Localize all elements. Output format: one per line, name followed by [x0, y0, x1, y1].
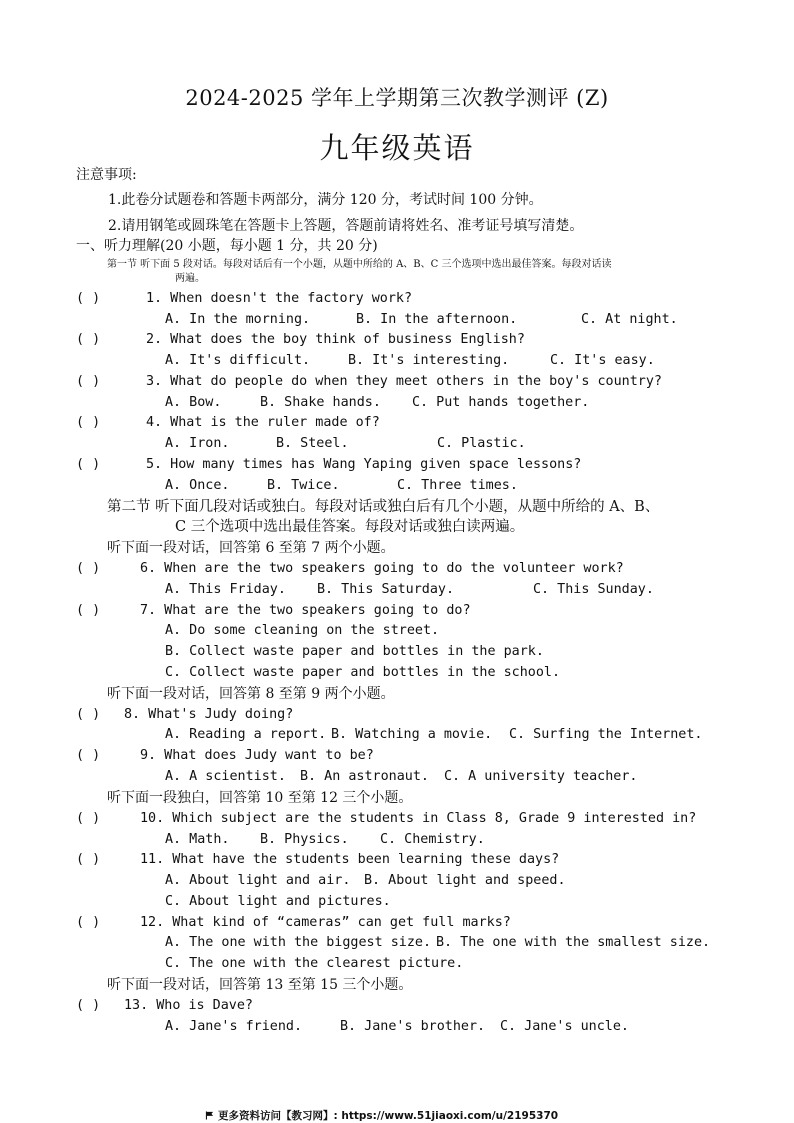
answer-blank[interactable]: ( ) — [76, 603, 101, 618]
option-a: A. The one with the biggest size. — [165, 935, 432, 950]
option-c: C. About light and pictures. — [165, 894, 391, 909]
option-b: B. In the afternoon. — [356, 312, 518, 327]
part2-intro: 第二节 听下面几段对话或独白。每段对话或独白后有几个小题，从题中所给的 A、B、 — [107, 499, 660, 515]
answer-blank[interactable]: ( ) — [76, 852, 101, 867]
option-a: A. This Friday. — [165, 582, 286, 597]
option-b: B. Watching a movie. — [331, 727, 493, 742]
answer-blank[interactable]: ( ) — [76, 707, 101, 722]
footer-link[interactable] — [205, 1108, 558, 1123]
option-b: B. The one with the smallest size. — [436, 935, 711, 950]
option-b: B. Twice. — [267, 478, 340, 493]
question-text: 8. What's Judy doing? — [124, 707, 294, 722]
option-c: C. This Sunday. — [533, 582, 654, 597]
question-text: 13. Who is Dave? — [124, 998, 253, 1013]
answer-blank[interactable]: ( ) — [76, 457, 101, 472]
question-text: 9. What does Judy want to be? — [140, 748, 374, 763]
option-c: C. Surfing the Internet. — [509, 727, 703, 742]
question-text: 7. What are the two speakers going to do? — [140, 603, 471, 618]
option-c: C. It's easy. — [550, 353, 655, 368]
answer-blank[interactable]: ( ) — [76, 291, 101, 306]
option-a: A. A scientist. — [165, 769, 286, 784]
option-c: C. A university teacher. — [444, 769, 638, 784]
answer-blank[interactable]: ( ) — [76, 748, 101, 763]
answer-blank[interactable]: ( ) — [76, 561, 101, 576]
page-title: 2024-2025 学年上学期第三次教学测评 (Z) — [185, 86, 609, 110]
option-a: A. Reading a report. — [165, 727, 327, 742]
question-text: 5. How many times has Wang Yaping given space lessons? — [146, 457, 582, 472]
flag-icon — [205, 1111, 214, 1120]
option-b: B. Shake hands. — [260, 395, 381, 410]
option-b: B. Collect waste paper and bottles in the park. — [165, 644, 544, 659]
question-text: 12. What kind of “cameras” can get full marks? — [140, 915, 511, 930]
answer-blank[interactable]: ( ) — [76, 915, 101, 930]
option-b: B. It's interesting. — [348, 353, 510, 368]
option-b: B. Jane's brother. — [340, 1019, 486, 1034]
option-a: A. Bow. — [165, 395, 222, 410]
notice-item-1: 1.此卷分试题卷和答题卡两部分，满分 120 分，考试时间 100 分钟。 — [108, 192, 543, 208]
option-a: A. It's difficult. — [165, 353, 311, 368]
option-c: C. Plastic. — [437, 436, 526, 451]
part1-intro: 第一节 听下面 5 段对话。每段对话后有一个小题，从题中所给的 A、B、C 三个选项中选出最佳答案。每段对话读 — [107, 259, 612, 270]
option-c: C. Three times. — [397, 478, 518, 493]
answer-blank[interactable]: ( ) — [76, 998, 101, 1013]
option-a: A. Once. — [165, 478, 230, 493]
option-a: A. In the morning. — [165, 312, 311, 327]
question-text: 6. When are the two speakers going to do the volunteer work? — [140, 561, 624, 576]
option-a: A. Do some cleaning on the street. — [165, 623, 440, 638]
answer-blank[interactable]: ( ) — [76, 374, 101, 389]
notice-heading: 注意事项: — [76, 167, 137, 183]
section-heading: 一、听力理解(20 小题，每小题 1 分，共 20 分) — [76, 238, 378, 254]
question-text: 1. When doesn't the factory work? — [146, 291, 413, 306]
option-b: B. Steel. — [276, 436, 349, 451]
answer-blank[interactable]: ( ) — [76, 415, 101, 430]
question-text: 2. What does the boy think of business English? — [146, 332, 525, 347]
part1-intro-cont: 两遍。 — [175, 273, 205, 284]
option-b: B. Physics. — [260, 832, 349, 847]
notice-item-2: 2.请用钢笔或圆珠笔在答题卡上答题，答题前请将姓名、准考证号填写清楚。 — [108, 218, 584, 234]
option-c: C. Collect waste paper and bottles in the school. — [165, 665, 561, 680]
question-text: 10. Which subject are the students in Class 8, Grade 9 interested in? — [140, 811, 697, 826]
group-intro: 听下面一段对话，回答第 13 至第 15 三个小题。 — [107, 977, 413, 993]
option-a: A. Iron. — [165, 436, 230, 451]
question-text: 4. What is the ruler made of? — [146, 415, 380, 430]
page-subtitle: 九年级英语 — [319, 131, 475, 165]
option-a: A. About light and air. — [165, 873, 351, 888]
group-intro: 听下面一段对话，回答第 8 至第 9 两个小题。 — [107, 686, 395, 702]
option-a: A. Jane's friend. — [165, 1019, 303, 1034]
part2-intro-cont: C 三个选项中选出最佳答案。每段对话或独白读两遍。 — [175, 519, 525, 535]
option-c: C. At night. — [581, 312, 678, 327]
group-intro: 听下面一段对话，回答第 6 至第 7 两个小题。 — [107, 540, 395, 556]
group-intro: 听下面一段独白，回答第 10 至第 12 三个小题。 — [107, 790, 413, 806]
option-b: B. About light and speed. — [364, 873, 566, 888]
question-text: 3. What do people do when they meet others in the boy's country? — [146, 374, 662, 389]
option-c: C. Jane's uncle. — [500, 1019, 629, 1034]
option-c: C. The one with the clearest picture. — [165, 956, 464, 971]
option-b: B. This Saturday. — [317, 582, 455, 597]
option-a: A. Math. — [165, 832, 230, 847]
option-c: C. Chemistry. — [380, 832, 485, 847]
option-b: B. An astronaut. — [300, 769, 429, 784]
answer-blank[interactable]: ( ) — [76, 332, 101, 347]
answer-blank[interactable]: ( ) — [76, 811, 101, 826]
option-c: C. Put hands together. — [412, 395, 590, 410]
question-text: 11. What have the students been learning these days? — [140, 852, 560, 867]
footer-text: 更多资料访问【教习网】: https://www.51jiaoxi.com/u/2195370 — [218, 1110, 559, 1122]
